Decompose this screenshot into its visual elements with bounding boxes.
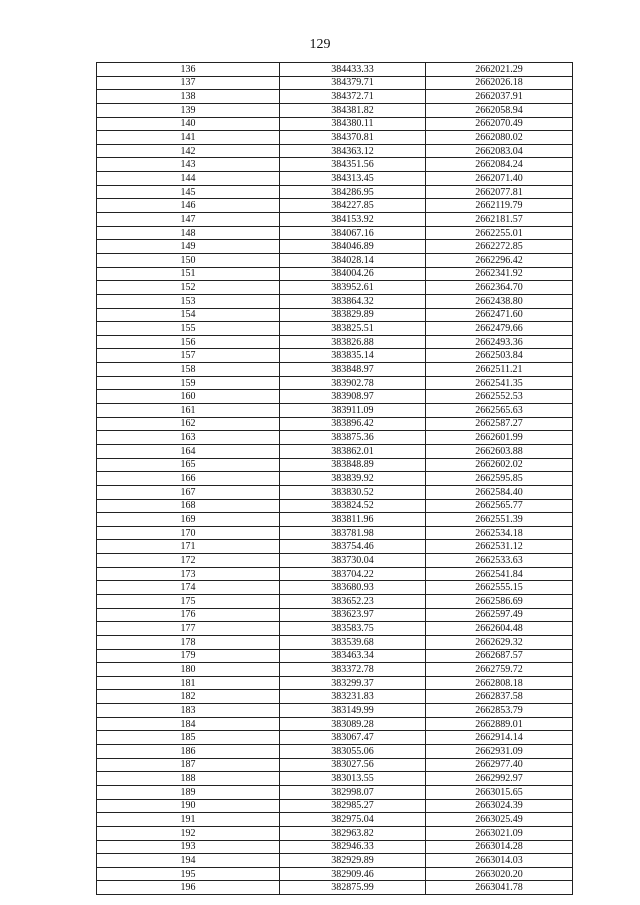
- y-coordinate-cell: 2662565.77: [426, 499, 573, 513]
- table-row: [97, 567, 573, 581]
- y-coordinate-cell: 2662586.69: [426, 594, 573, 608]
- y-coordinate-cell: 2662601.99: [426, 431, 573, 445]
- y-coordinate-cell: 2662272.85: [426, 240, 573, 254]
- y-coordinate-cell: 2662604.48: [426, 622, 573, 636]
- x-coordinate-cell: 383911.09: [280, 404, 426, 418]
- x-coordinate-cell: 382963.82: [280, 826, 426, 840]
- y-coordinate-cell: 2662534.18: [426, 526, 573, 540]
- table-row: [97, 676, 573, 690]
- table-row: [97, 131, 573, 145]
- x-coordinate-cell: 383908.97: [280, 390, 426, 404]
- table-row: [97, 663, 573, 677]
- point-number-cell: 160: [97, 390, 280, 404]
- point-number-cell: 143: [97, 158, 280, 172]
- y-coordinate-cell: 2662837.58: [426, 690, 573, 704]
- x-coordinate-cell: 384380.11: [280, 117, 426, 131]
- x-coordinate-cell: 382875.99: [280, 881, 426, 895]
- point-number-cell: 195: [97, 867, 280, 881]
- x-coordinate-cell: 383013.55: [280, 772, 426, 786]
- y-coordinate-cell: 2662555.15: [426, 581, 573, 595]
- point-number-cell: 147: [97, 213, 280, 227]
- x-coordinate-cell: 383372.78: [280, 663, 426, 677]
- table-row: [97, 622, 573, 636]
- point-number-cell: 186: [97, 745, 280, 759]
- point-number-cell: 194: [97, 854, 280, 868]
- point-number-cell: 190: [97, 799, 280, 813]
- x-coordinate-cell: 383149.99: [280, 704, 426, 718]
- y-coordinate-cell: 2662255.01: [426, 226, 573, 240]
- y-coordinate-cell: 2662341.92: [426, 267, 573, 281]
- y-coordinate-cell: 2663015.65: [426, 785, 573, 799]
- x-coordinate-cell: 383299.37: [280, 676, 426, 690]
- y-coordinate-cell: 2662687.57: [426, 649, 573, 663]
- table-row: [97, 731, 573, 745]
- y-coordinate-cell: 2662058.94: [426, 103, 573, 117]
- table-row: [97, 185, 573, 199]
- table-row: [97, 117, 573, 131]
- y-coordinate-cell: 2662808.18: [426, 676, 573, 690]
- y-coordinate-cell: 2662565.63: [426, 404, 573, 418]
- point-number-cell: 175: [97, 594, 280, 608]
- point-number-cell: 189: [97, 785, 280, 799]
- point-number-cell: 148: [97, 226, 280, 240]
- table-row: [97, 431, 573, 445]
- table-row: [97, 649, 573, 663]
- table-row: [97, 458, 573, 472]
- y-coordinate-cell: 2662552.53: [426, 390, 573, 404]
- point-number-cell: 154: [97, 308, 280, 322]
- point-number-cell: 185: [97, 731, 280, 745]
- table-row: [97, 213, 573, 227]
- x-coordinate-cell: 384370.81: [280, 131, 426, 145]
- y-coordinate-cell: 2663041.78: [426, 881, 573, 895]
- y-coordinate-cell: 2662438.80: [426, 294, 573, 308]
- point-number-cell: 182: [97, 690, 280, 704]
- point-number-cell: 142: [97, 144, 280, 158]
- x-coordinate-cell: 383862.01: [280, 444, 426, 458]
- table-row: [97, 554, 573, 568]
- y-coordinate-cell: 2662083.04: [426, 144, 573, 158]
- table-row: [97, 513, 573, 527]
- table-row: [97, 76, 573, 90]
- table-row: [97, 199, 573, 213]
- table-row: [97, 294, 573, 308]
- point-number-cell: 144: [97, 172, 280, 186]
- point-number-cell: 152: [97, 281, 280, 295]
- x-coordinate-cell: 384227.85: [280, 199, 426, 213]
- table-row: [97, 594, 573, 608]
- point-number-cell: 141: [97, 131, 280, 145]
- table-row: [97, 581, 573, 595]
- y-coordinate-cell: 2662070.49: [426, 117, 573, 131]
- y-coordinate-cell: 2662471.60: [426, 308, 573, 322]
- x-coordinate-cell: 384046.89: [280, 240, 426, 254]
- x-coordinate-cell: 383067.47: [280, 731, 426, 745]
- x-coordinate-cell: 383704.22: [280, 567, 426, 581]
- y-coordinate-cell: 2662931.09: [426, 745, 573, 759]
- x-coordinate-cell: 382929.89: [280, 854, 426, 868]
- x-coordinate-cell: 383826.88: [280, 335, 426, 349]
- table-row: [97, 690, 573, 704]
- y-coordinate-cell: 2662914.14: [426, 731, 573, 745]
- y-coordinate-cell: 2662503.84: [426, 349, 573, 363]
- point-number-cell: 165: [97, 458, 280, 472]
- table-row: [97, 758, 573, 772]
- x-coordinate-cell: 383680.93: [280, 581, 426, 595]
- point-number-cell: 157: [97, 349, 280, 363]
- point-number-cell: 169: [97, 513, 280, 527]
- point-number-cell: 184: [97, 717, 280, 731]
- x-coordinate-cell: 383896.42: [280, 417, 426, 431]
- y-coordinate-cell: 2662511.21: [426, 363, 573, 377]
- x-coordinate-cell: 382975.04: [280, 813, 426, 827]
- y-coordinate-cell: 2662119.79: [426, 199, 573, 213]
- x-coordinate-cell: 383652.23: [280, 594, 426, 608]
- x-coordinate-cell: 384351.56: [280, 158, 426, 172]
- y-coordinate-cell: 2662071.40: [426, 172, 573, 186]
- point-number-cell: 139: [97, 103, 280, 117]
- x-coordinate-cell: 383463.34: [280, 649, 426, 663]
- point-number-cell: 176: [97, 608, 280, 622]
- x-coordinate-cell: 384372.71: [280, 90, 426, 104]
- x-coordinate-cell: 383539.68: [280, 635, 426, 649]
- table-row: [97, 485, 573, 499]
- x-coordinate-cell: 383027.56: [280, 758, 426, 772]
- table-row: [97, 813, 573, 827]
- table-row: [97, 172, 573, 186]
- table-row: [97, 308, 573, 322]
- point-number-cell: 179: [97, 649, 280, 663]
- point-number-cell: 177: [97, 622, 280, 636]
- table-row: [97, 240, 573, 254]
- x-coordinate-cell: 383848.97: [280, 363, 426, 377]
- point-number-cell: 161: [97, 404, 280, 418]
- table-row: [97, 103, 573, 117]
- point-number-cell: 174: [97, 581, 280, 595]
- table-row: [97, 540, 573, 554]
- point-number-cell: 181: [97, 676, 280, 690]
- coordinates-table-body: [97, 63, 573, 895]
- x-coordinate-cell: 383730.04: [280, 554, 426, 568]
- y-coordinate-cell: 2662080.02: [426, 131, 573, 145]
- y-coordinate-cell: 2662977.40: [426, 758, 573, 772]
- y-coordinate-cell: 2662759.72: [426, 663, 573, 677]
- table-row: [97, 444, 573, 458]
- x-coordinate-cell: 383902.78: [280, 376, 426, 390]
- x-coordinate-cell: 383824.52: [280, 499, 426, 513]
- y-coordinate-cell: 2662541.84: [426, 567, 573, 581]
- table-row: [97, 281, 573, 295]
- table-row: [97, 717, 573, 731]
- y-coordinate-cell: 2662603.88: [426, 444, 573, 458]
- y-coordinate-cell: 2662296.42: [426, 253, 573, 267]
- point-number-cell: 191: [97, 813, 280, 827]
- x-coordinate-cell: 383839.92: [280, 472, 426, 486]
- x-coordinate-cell: 383754.46: [280, 540, 426, 554]
- table-row: [97, 472, 573, 486]
- y-coordinate-cell: 2662587.27: [426, 417, 573, 431]
- x-coordinate-cell: 384433.33: [280, 63, 426, 77]
- table-row: [97, 404, 573, 418]
- table-row: [97, 840, 573, 854]
- table-row: [97, 704, 573, 718]
- point-number-cell: 158: [97, 363, 280, 377]
- point-number-cell: 150: [97, 253, 280, 267]
- x-coordinate-cell: 382909.46: [280, 867, 426, 881]
- y-coordinate-cell: 2663014.03: [426, 854, 573, 868]
- table-row: [97, 376, 573, 390]
- table-row: [97, 90, 573, 104]
- point-number-cell: 156: [97, 335, 280, 349]
- y-coordinate-cell: 2663025.49: [426, 813, 573, 827]
- table-row: [97, 826, 573, 840]
- y-coordinate-cell: 2662551.39: [426, 513, 573, 527]
- table-row: [97, 144, 573, 158]
- point-number-cell: 149: [97, 240, 280, 254]
- table-row: [97, 881, 573, 895]
- point-number-cell: 188: [97, 772, 280, 786]
- coordinates-table: [96, 62, 573, 895]
- point-number-cell: 192: [97, 826, 280, 840]
- x-coordinate-cell: 383055.06: [280, 745, 426, 759]
- point-number-cell: 170: [97, 526, 280, 540]
- y-coordinate-cell: 2662533.63: [426, 554, 573, 568]
- table-row: [97, 335, 573, 349]
- y-coordinate-cell: 2662595.85: [426, 472, 573, 486]
- y-coordinate-cell: 2662597.49: [426, 608, 573, 622]
- x-coordinate-cell: 384067.16: [280, 226, 426, 240]
- y-coordinate-cell: 2662026.18: [426, 76, 573, 90]
- y-coordinate-cell: 2662364.70: [426, 281, 573, 295]
- table-row: [97, 158, 573, 172]
- point-number-cell: 171: [97, 540, 280, 554]
- x-coordinate-cell: 384286.95: [280, 185, 426, 199]
- x-coordinate-cell: 383781.98: [280, 526, 426, 540]
- y-coordinate-cell: 2662629.32: [426, 635, 573, 649]
- point-number-cell: 187: [97, 758, 280, 772]
- y-coordinate-cell: 2662531.12: [426, 540, 573, 554]
- x-coordinate-cell: 383864.32: [280, 294, 426, 308]
- point-number-cell: 153: [97, 294, 280, 308]
- y-coordinate-cell: 2663021.09: [426, 826, 573, 840]
- y-coordinate-cell: 2662889.01: [426, 717, 573, 731]
- table-row: [97, 526, 573, 540]
- y-coordinate-cell: 2662084.24: [426, 158, 573, 172]
- y-coordinate-cell: 2662541.35: [426, 376, 573, 390]
- point-number-cell: 183: [97, 704, 280, 718]
- table-row: [97, 499, 573, 513]
- table-row: [97, 349, 573, 363]
- point-number-cell: 162: [97, 417, 280, 431]
- table-row: [97, 799, 573, 813]
- x-coordinate-cell: 384381.82: [280, 103, 426, 117]
- table-row: [97, 854, 573, 868]
- x-coordinate-cell: 383835.14: [280, 349, 426, 363]
- x-coordinate-cell: 383829.89: [280, 308, 426, 322]
- table-row: [97, 253, 573, 267]
- x-coordinate-cell: 384313.45: [280, 172, 426, 186]
- point-number-cell: 164: [97, 444, 280, 458]
- point-number-cell: 159: [97, 376, 280, 390]
- page-number: 129: [309, 37, 331, 52]
- y-coordinate-cell: 2663020.20: [426, 867, 573, 881]
- x-coordinate-cell: 383583.75: [280, 622, 426, 636]
- table-row: [97, 322, 573, 336]
- x-coordinate-cell: 383623.97: [280, 608, 426, 622]
- point-number-cell: 145: [97, 185, 280, 199]
- point-number-cell: 137: [97, 76, 280, 90]
- point-number-cell: 167: [97, 485, 280, 499]
- table-row: [97, 772, 573, 786]
- table-row: [97, 785, 573, 799]
- y-coordinate-cell: 2662853.79: [426, 704, 573, 718]
- point-number-cell: 155: [97, 322, 280, 336]
- x-coordinate-cell: 384004.26: [280, 267, 426, 281]
- table-row: [97, 608, 573, 622]
- x-coordinate-cell: 383875.36: [280, 431, 426, 445]
- point-number-cell: 140: [97, 117, 280, 131]
- y-coordinate-cell: 2662181.57: [426, 213, 573, 227]
- x-coordinate-cell: 384028.14: [280, 253, 426, 267]
- y-coordinate-cell: 2662077.81: [426, 185, 573, 199]
- point-number-cell: 193: [97, 840, 280, 854]
- x-coordinate-cell: 383952.61: [280, 281, 426, 295]
- y-coordinate-cell: 2662602.02: [426, 458, 573, 472]
- table-row: [97, 363, 573, 377]
- point-number-cell: 173: [97, 567, 280, 581]
- table-row: [97, 390, 573, 404]
- y-coordinate-cell: 2663014.28: [426, 840, 573, 854]
- table-row: [97, 867, 573, 881]
- point-number-cell: 196: [97, 881, 280, 895]
- table-row: [97, 745, 573, 759]
- table-row: [97, 635, 573, 649]
- y-coordinate-cell: 2662021.29: [426, 63, 573, 77]
- point-number-cell: 151: [97, 267, 280, 281]
- x-coordinate-cell: 382985.27: [280, 799, 426, 813]
- y-coordinate-cell: 2662584.40: [426, 485, 573, 499]
- y-coordinate-cell: 2662037.91: [426, 90, 573, 104]
- table-row: [97, 267, 573, 281]
- point-number-cell: 180: [97, 663, 280, 677]
- y-coordinate-cell: 2663024.39: [426, 799, 573, 813]
- x-coordinate-cell: 383231.83: [280, 690, 426, 704]
- table-row: [97, 63, 573, 77]
- x-coordinate-cell: 384363.12: [280, 144, 426, 158]
- x-coordinate-cell: 384379.71: [280, 76, 426, 90]
- y-coordinate-cell: 2662493.36: [426, 335, 573, 349]
- point-number-cell: 166: [97, 472, 280, 486]
- point-number-cell: 146: [97, 199, 280, 213]
- y-coordinate-cell: 2662992.97: [426, 772, 573, 786]
- point-number-cell: 168: [97, 499, 280, 513]
- x-coordinate-cell: 384153.92: [280, 213, 426, 227]
- x-coordinate-cell: 382998.07: [280, 785, 426, 799]
- x-coordinate-cell: 382946.33: [280, 840, 426, 854]
- x-coordinate-cell: 383848.89: [280, 458, 426, 472]
- point-number-cell: 178: [97, 635, 280, 649]
- table-row: [97, 226, 573, 240]
- point-number-cell: 136: [97, 63, 280, 77]
- x-coordinate-cell: 383830.52: [280, 485, 426, 499]
- point-number-cell: 138: [97, 90, 280, 104]
- y-coordinate-cell: 2662479.66: [426, 322, 573, 336]
- x-coordinate-cell: 383089.28: [280, 717, 426, 731]
- x-coordinate-cell: 383825.51: [280, 322, 426, 336]
- point-number-cell: 172: [97, 554, 280, 568]
- table-row: [97, 417, 573, 431]
- point-number-cell: 163: [97, 431, 280, 445]
- x-coordinate-cell: 383811.96: [280, 513, 426, 527]
